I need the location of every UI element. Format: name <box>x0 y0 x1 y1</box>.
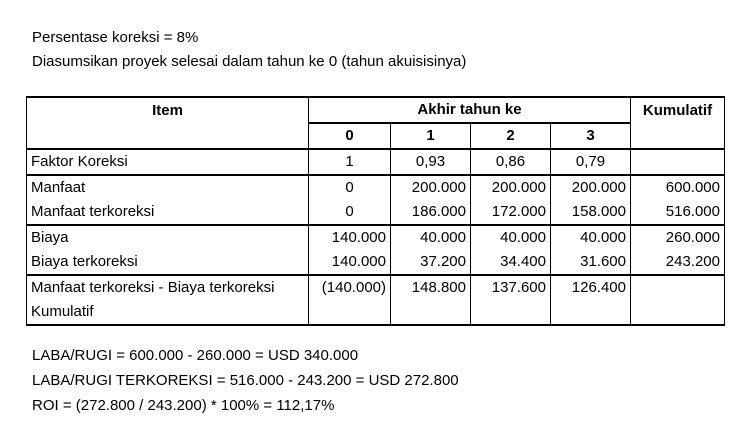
row-label: Biaya terkoreksi <box>27 250 309 275</box>
cell-cumulative <box>631 149 725 175</box>
cell-cumulative: 243.200 <box>631 250 725 275</box>
cell-value: 31.600 <box>551 250 631 275</box>
year-group-header: Akhir tahun ke <box>309 97 631 123</box>
row-label <box>27 275 309 300</box>
cell-value: 40.000 <box>551 225 631 250</box>
header-row-1 <box>27 97 725 123</box>
item-header: Item <box>27 97 309 149</box>
cell-value: 140.000 <box>309 225 391 250</box>
laba-rugi-text: LABA/RUGI = 600.000 - 260.000 = USD 340.000 <box>32 347 359 364</box>
calculation-table <box>26 96 725 326</box>
empty-cell <box>631 300 725 325</box>
cumulative-header: Kumulatif <box>631 97 725 149</box>
cell-value: 0,93 <box>391 149 471 175</box>
cell-value: 0 <box>309 175 391 200</box>
row-label: Manfaat terkoreksi <box>27 200 309 225</box>
table-row-selisih <box>27 275 725 300</box>
empty-cell <box>309 300 391 325</box>
correction-percentage-text: Persentase koreksi = 8% <box>32 29 199 46</box>
row-label: Biaya <box>27 225 309 250</box>
cell-value: 0 <box>309 200 391 225</box>
cell-cumulative: 600.000 <box>631 175 725 200</box>
cell-value: 37.200 <box>391 250 471 275</box>
table-row-biaya-terkoreksi <box>27 250 725 275</box>
table-row-selisih-cont <box>27 300 725 325</box>
cell-value: (140.000) <box>309 275 391 300</box>
table-row-manfaat <box>27 175 725 200</box>
cell-value: 1 <box>309 149 391 175</box>
cell-value: 200.000 <box>471 175 551 200</box>
cell-cumulative: 516.000 <box>631 200 725 225</box>
laba-rugi-terkoreksi-text: LABA/RUGI TERKOREKSI = 516.000 - 243.200 = USD 272.800 <box>32 372 459 389</box>
row-label-line-1: Manfaat terkoreksi - Biaya terkoreksi <box>31 279 275 296</box>
row-label: Faktor Koreksi <box>27 149 309 175</box>
row-label-line-2: Kumulatif <box>27 300 309 325</box>
cell-value: 126.400 <box>551 275 631 300</box>
empty-cell <box>391 300 471 325</box>
cell-value: 0,86 <box>471 149 551 175</box>
table-row-biaya <box>27 225 725 250</box>
year-header-1: 1 <box>391 123 471 149</box>
cell-cumulative: 260.000 <box>631 225 725 250</box>
cell-value: 200.000 <box>551 175 631 200</box>
cell-value: 148.800 <box>391 275 471 300</box>
row-label: Manfaat <box>27 175 309 200</box>
cell-value: 172.000 <box>471 200 551 225</box>
empty-cell <box>471 300 551 325</box>
cell-value: 40.000 <box>391 225 471 250</box>
cell-value: 200.000 <box>391 175 471 200</box>
table-row-manfaat-terkoreksi <box>27 200 725 225</box>
year-header-0: 0 <box>309 123 391 149</box>
roi-text: ROI = (272.800 / 243.200) * 100% = 112,17% <box>32 397 335 414</box>
cell-value: 140.000 <box>309 250 391 275</box>
cell-value: 34.400 <box>471 250 551 275</box>
cell-value: 158.000 <box>551 200 631 225</box>
year-header-3: 3 <box>551 123 631 149</box>
cell-cumulative <box>631 275 725 300</box>
assumption-text: Diasumsikan proyek selesai dalam tahun ke 0 (tahun akuisisinya) <box>32 53 467 70</box>
cell-value: 137.600 <box>471 275 551 300</box>
cell-value: 40.000 <box>471 225 551 250</box>
cell-value: 0,79 <box>551 149 631 175</box>
empty-cell <box>551 300 631 325</box>
year-header-2: 2 <box>471 123 551 149</box>
table-row-faktor <box>27 149 725 175</box>
cell-value: 186.000 <box>391 200 471 225</box>
